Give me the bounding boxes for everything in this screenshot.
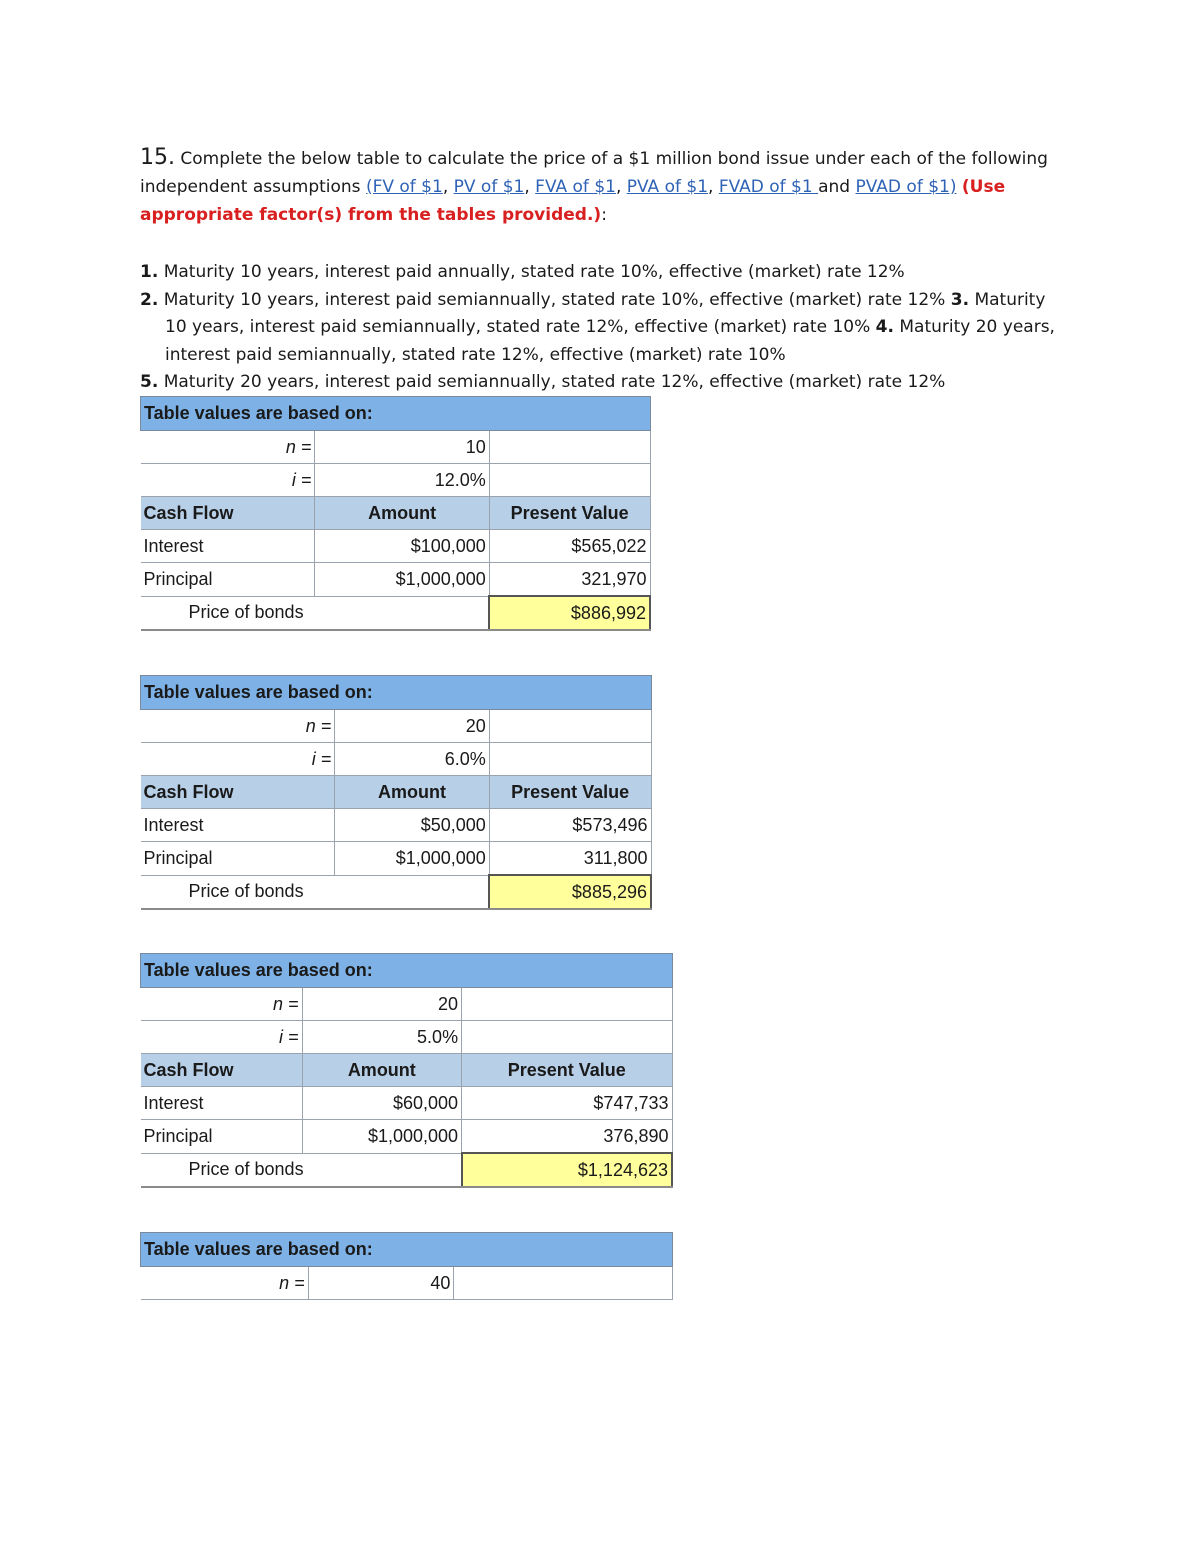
col-cash-flow: Cash Flow — [141, 497, 315, 530]
col-present-value: Present Value — [462, 1054, 672, 1087]
n-label: n = — [141, 988, 303, 1021]
amount-cell[interactable]: $1,000,000 — [315, 563, 489, 597]
row-label: Interest — [141, 809, 335, 842]
instruction-text: (Use appropriate factor(s) from the tables provided.) — [140, 177, 1006, 225]
row-label: Principal — [141, 842, 335, 876]
empty-cell — [462, 988, 672, 1021]
empty-cell — [454, 1267, 673, 1300]
amount-cell[interactable]: $100,000 — [315, 530, 489, 563]
colon: : — [601, 205, 607, 225]
col-amount: Amount — [315, 497, 489, 530]
amount-cell[interactable]: $50,000 — [335, 809, 490, 842]
i-value[interactable]: 12.0% — [315, 464, 489, 497]
and-word: and — [818, 177, 851, 197]
table-row — [141, 809, 652, 842]
row-label: Interest — [141, 530, 315, 563]
pv-cell[interactable]: 311,800 — [489, 842, 651, 876]
bond-table-3 — [140, 953, 673, 1188]
pv-cell[interactable]: $747,733 — [462, 1087, 672, 1120]
n-label: n = — [141, 431, 315, 464]
question-number: 15. — [140, 145, 175, 170]
empty-cell — [489, 464, 650, 497]
table-row — [141, 842, 652, 876]
col-present-value: Present Value — [489, 497, 650, 530]
price-cell[interactable]: $1,124,623 — [462, 1153, 672, 1187]
table-row — [141, 1120, 673, 1154]
empty-cell — [489, 431, 650, 464]
list-item: 2. Maturity 10 years, interest paid semiannually, stated rate 10%, effective (market) rate 12% 3. Maturity 10 years, interest paid semiannually, stated rate 12%, effective (market) rate 10% 4. Maturity 20 years, interest paid semiannually, stated rate 12%, effective (market) rate 10% — [140, 289, 1055, 365]
table-header: Table values are based on: — [141, 954, 673, 988]
n-value[interactable]: 20 — [335, 710, 490, 743]
row-label: Principal — [141, 1120, 303, 1154]
table-row — [141, 530, 651, 563]
table-header: Table values are based on: — [141, 397, 651, 431]
table-header: Table values are based on: — [141, 1233, 673, 1267]
bond-table-4 — [140, 1232, 673, 1300]
link-pvad-table[interactable]: PVAD of $1) — [855, 177, 957, 197]
empty-cell — [489, 710, 651, 743]
table-row — [141, 563, 651, 597]
link-fvad-table[interactable]: FVAD of $1 — [718, 177, 819, 197]
i-label: i = — [141, 464, 315, 497]
n-value[interactable]: 10 — [315, 431, 489, 464]
link-pva-table[interactable]: PVA of $1 — [626, 177, 709, 197]
empty-cell — [462, 1021, 672, 1054]
n-value[interactable]: 20 — [302, 988, 462, 1021]
bond-table-2 — [140, 675, 652, 910]
price-cell[interactable]: $886,992 — [489, 596, 650, 630]
link-fv-table[interactable]: (FV of $1 — [365, 177, 443, 197]
n-label: n = — [141, 710, 335, 743]
question-text: Complete the below table to calculate the price of a $1 million bond issue under each of the following independent assumptions — [140, 149, 1048, 197]
amount-cell[interactable]: $60,000 — [302, 1087, 462, 1120]
i-label: i = — [141, 1021, 303, 1054]
link-fva-table[interactable]: FVA of $1 — [535, 177, 616, 197]
col-amount: Amount — [335, 776, 490, 809]
pv-cell[interactable]: $565,022 — [489, 530, 650, 563]
col-cash-flow: Cash Flow — [141, 1054, 303, 1087]
list-item: 1. Maturity 10 years, interest paid annually, stated rate 10%, effective (market) rate 12% — [140, 262, 905, 282]
col-amount: Amount — [302, 1054, 462, 1087]
link-pv-table[interactable]: PV of $1 — [453, 177, 525, 197]
n-value[interactable]: 40 — [308, 1267, 454, 1300]
list-item: 5. Maturity 20 years, interest paid semiannually, stated rate 12%, effective (market) rate 12% — [140, 372, 946, 392]
price-cell[interactable]: $885,296 — [489, 875, 651, 909]
row-label: Principal — [141, 563, 315, 597]
amount-cell[interactable]: $1,000,000 — [335, 842, 490, 876]
pv-cell[interactable]: 321,970 — [489, 563, 650, 597]
pv-cell[interactable]: 376,890 — [462, 1120, 672, 1154]
question-prompt: 15. Complete the below table to calculate the price of a $1 million bond issue under each of the following independent assumptions (FV of $1, PV of $1, FVA of $1, PVA of $1, FVAD of $1 and PVAD of $1) (Use appropriate factor(s) from the tables provided.): — [140, 145, 1048, 225]
i-value[interactable]: 5.0% — [302, 1021, 462, 1054]
empty-cell — [489, 743, 651, 776]
i-value[interactable]: 6.0% — [335, 743, 490, 776]
table-header: Table values are based on: — [141, 676, 652, 710]
n-label: n = — [141, 1267, 309, 1300]
col-cash-flow: Cash Flow — [141, 776, 335, 809]
price-label: Price of bonds — [141, 1153, 462, 1187]
bond-table-1 — [140, 396, 651, 631]
table-row — [141, 1087, 673, 1120]
pv-cell[interactable]: $573,496 — [489, 809, 651, 842]
amount-cell[interactable]: $1,000,000 — [302, 1120, 462, 1154]
i-label: i = — [141, 743, 335, 776]
row-label: Interest — [141, 1087, 303, 1120]
price-label: Price of bonds — [141, 596, 490, 630]
col-present-value: Present Value — [489, 776, 651, 809]
price-label: Price of bonds — [141, 875, 490, 909]
assumption-list — [140, 259, 1070, 397]
